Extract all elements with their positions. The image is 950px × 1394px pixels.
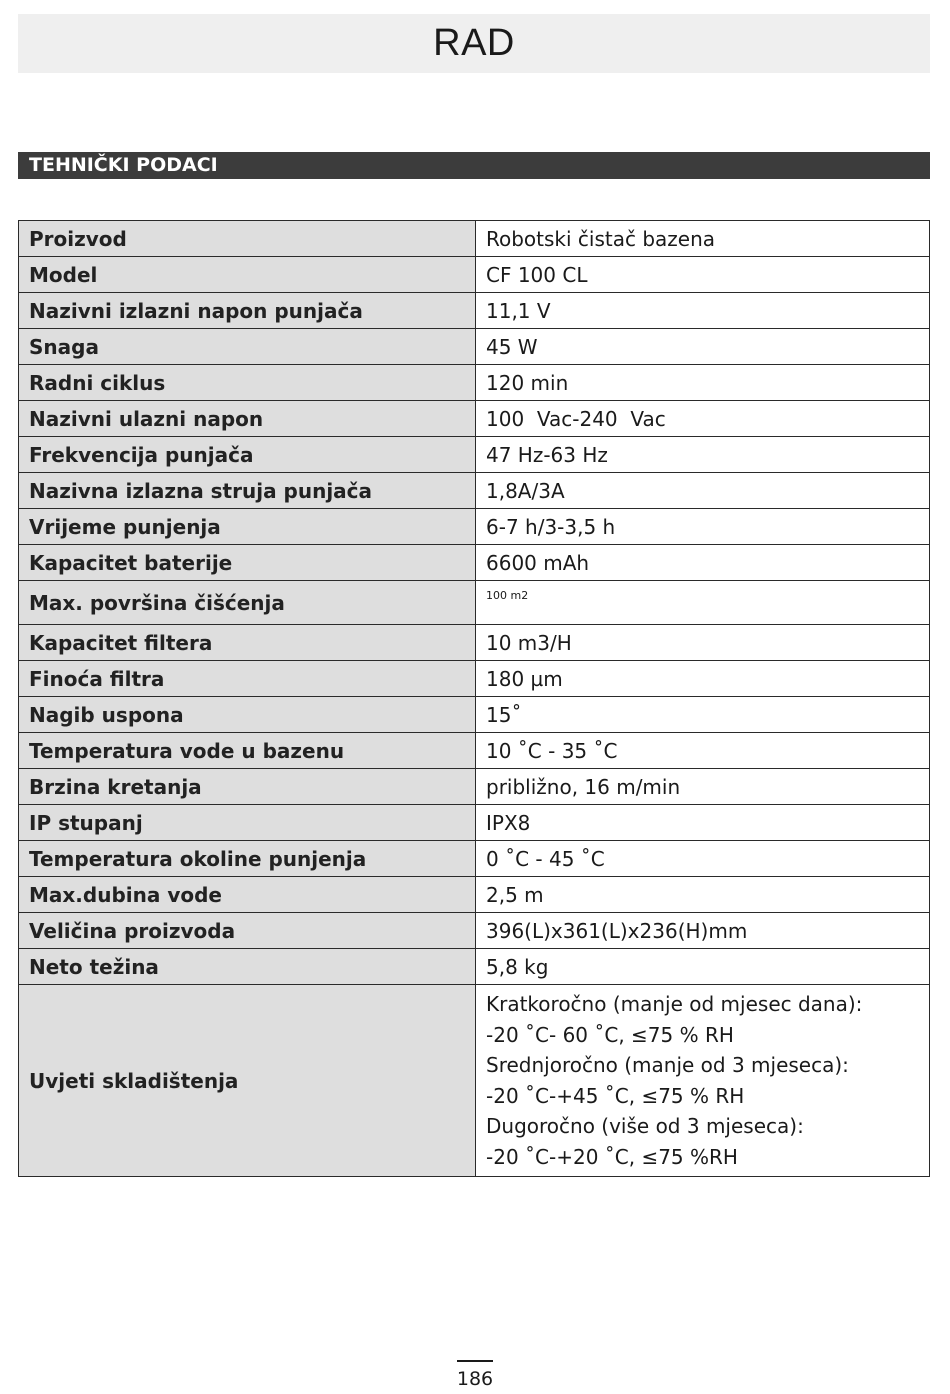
spec-value: 45 W [476,329,930,365]
table-row [19,697,930,733]
page-title: RAD [433,22,515,64]
spec-value: 396(L)x361(L)x236(H)mm [476,913,930,949]
storage-line: -20 ˚C-+45 ˚C, ≤75 % RH [486,1083,745,1108]
spec-label: Nagib uspona [19,697,476,733]
spec-value: CF 100 CL [476,257,930,293]
spec-label: Veličina proizvoda [19,913,476,949]
spec-value: 15˚ [476,697,930,733]
specs-table [18,220,930,1177]
spec-label: Neto težina [19,949,476,985]
spec-label: Proizvod [19,221,476,257]
table-row [19,733,930,769]
storage-line: Kratkoročno (manje od mjesec dana): [486,992,863,1016]
spec-label: Uvjeti skladištenja [19,985,476,1177]
page-footer [0,1360,950,1390]
spec-value: 11,1 V [476,293,930,329]
spec-value: 10 ˚C - 35 ˚C [476,733,930,769]
table-row [19,509,930,545]
spec-label: Max. površina čišćenja [19,581,476,625]
spec-value: 5,8 kg [476,949,930,985]
spec-value: IPX8 [476,805,930,841]
spec-value: 100 Vac-240 Vac [476,401,930,437]
table-row [19,437,930,473]
table-row [19,625,930,661]
table-row [19,401,930,437]
section-title: TEHNIČKI PODACI [29,154,218,176]
spec-label: Max.dubina vode [19,877,476,913]
table-row [19,841,930,877]
spec-label: Kapacitet baterije [19,545,476,581]
table-row [19,581,930,625]
spec-label: Snaga [19,329,476,365]
table-row [19,293,930,329]
table-row [19,221,930,257]
spec-value: 100 m2 [476,581,930,625]
spec-value: 0 ˚C - 45 ˚C [476,841,930,877]
storage-line: Dugoročno (više od 3 mjeseca): [486,1114,804,1138]
footer-divider [457,1360,493,1362]
spec-label: Nazivna izlazna struja punjača [19,473,476,509]
table-row [19,661,930,697]
spec-value: 6-7 h/3-3,5 h [476,509,930,545]
spec-label: Brzina kretanja [19,769,476,805]
table-row [19,545,930,581]
spec-label: Radni ciklus [19,365,476,401]
spec-value: 6600 mAh [476,545,930,581]
table-row [19,365,930,401]
spec-label: IP stupanj [19,805,476,841]
spec-value: 120 min [476,365,930,401]
table-row [19,913,930,949]
spec-value: 2,5 m [476,877,930,913]
spec-value: 1,8A/3A [476,473,930,509]
spec-label: Temperatura okoline punjenja [19,841,476,877]
table-row [19,949,930,985]
page-header [18,14,930,73]
spec-label: Nazivni ulazni napon [19,401,476,437]
storage-line: -20 ˚C-+20 ˚C, ≤75 %RH [486,1144,738,1169]
spec-label: Frekvencija punjača [19,437,476,473]
spec-label: Finoća filtra [19,661,476,697]
table-row [19,805,930,841]
spec-value: Robotski čistač bazena [476,221,930,257]
table-row [19,257,930,293]
section-header [18,152,930,179]
spec-label: Nazivni izlazni napon punjača [19,293,476,329]
spec-value: 47 Hz-63 Hz [476,437,930,473]
table-row [19,877,930,913]
spec-label: Model [19,257,476,293]
spec-label: Temperatura vode u bazenu [19,733,476,769]
table-row-storage [19,985,930,1177]
page-number: 186 [456,1368,494,1390]
spec-value: 180 µm [476,661,930,697]
spec-label: Vrijeme punjenja [19,509,476,545]
spec-label: Kapacitet filtera [19,625,476,661]
storage-line: -20 ˚C- 60 ˚C, ≤75 % RH [486,1022,734,1047]
table-row [19,329,930,365]
spec-value: približno, 16 m/min [476,769,930,805]
spec-value: 10 m3/H [476,625,930,661]
storage-line: Srednjoročno (manje od 3 mjeseca): [486,1053,849,1077]
table-row [19,473,930,509]
table-row [19,769,930,805]
storage-conditions [476,985,930,1177]
